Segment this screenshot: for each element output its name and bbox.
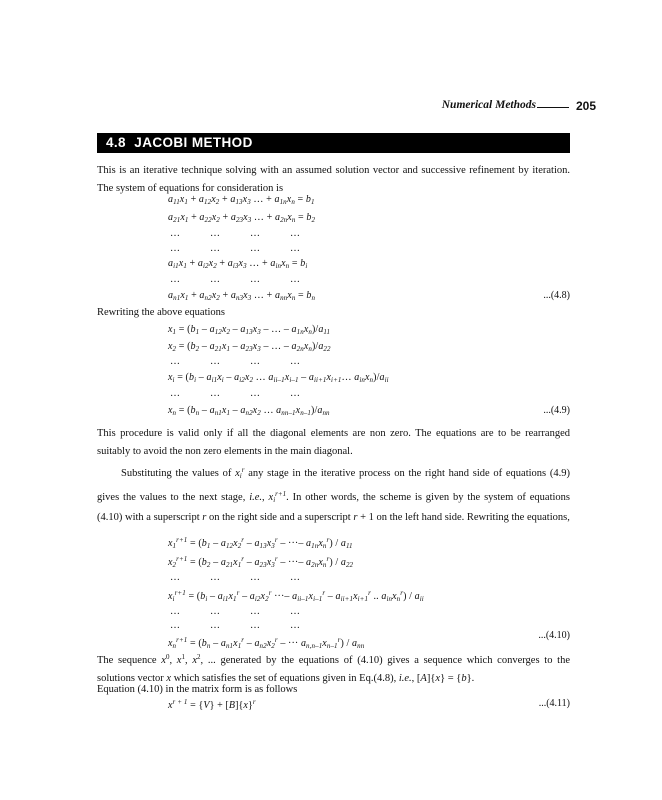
system-ellipsis-row: … … … … [170,228,300,239]
paragraph-rewriting: Rewriting the above equations [97,307,226,318]
iter-ellipsis-row: … … … … [170,572,300,583]
section-number: 4.8 [106,135,126,150]
page-number: 205 [576,99,597,113]
iter-eq-x1: $x_1^{r+1} = (b_1 - a_{12}x_2^r - a_{13}x_3^r$ – ···– $a_{1n}x_n^r) / a_{11}$ [168,536,353,550]
paragraph-substituting: Substituting the values of $x_i^r$ any stage in the iterative process on the right hand side of equations (4.9) gives the values to the next stage, i.e., $x_i^{r+1}$. In other words, the scheme is given by the system of equations (4.10) with a superscript r on the right side and a superscript r + 1 on the left hand side. Rewriting the equations, [97,466,570,523]
system-ellipsis-row: … … … … [170,243,300,254]
paragraph-matrix-form: Equation (4.10) in the matrix form is as follows [97,684,298,695]
equation-tag-4-9: ...(4.9) [543,405,570,416]
paragraph-intro: This is an iterative technique solving with an assumed solution vector and successive refinement by iteration. The system of equations for consideration is [97,165,570,194]
iter-eq-xn: $x_n^{r+1} = (b_n - a_{n1}x_1^r - a_{n2}x_2^r$ – ··· $a_{n,n-1}x_{n-1}^r) / a_{nn}$ [168,636,365,650]
equation-tag-4-10: ...(4.10) [538,630,570,641]
system-eq-row2: $a_{21}x_1 + a_{22}x_2 + a_{23}x_3$ … + $a_{2n}x_n = b_2$ [168,212,316,224]
iter-eq-x2: $x_2^{r+1} = (b_2 - a_{21}x_1^r - a_{23}x_3^r$ – ···– $a_{2n}x_n^r) / a_{22}$ [168,555,354,569]
system-eq-row-i: $a_{i1}x_1 + a_{i2}x_2 + a_{i3}x_3$ … + $a_{in}x_n = b_i$ [168,258,308,270]
matrix-equation: $x^{r + 1} = \{V\} + [B]\{x\}^r$ [168,698,256,711]
rewrite-eq-xi: $x_i = (b_i - a_{i1}x_i - a_{i2}x_2$ … $a_{ii-1}x_{i-1}$ – $a_{ii+1}x_{i+1}\dots$ $a_{in}x_n)/a_{ii}$ [168,372,389,384]
iter-ellipsis-row: … … … … [170,606,300,617]
section-title: JACOBI METHOD [134,135,253,150]
running-header-title: Numerical Methods [441,99,536,111]
rewrite-eq-x1: $x_1 = (b_1 - a_{12}x_2 - a_{13}x_3$ – … – $a_{1n}x_n)/a_{11}$ [168,324,331,336]
header-rule [537,107,569,108]
iter-ellipsis-row: … … … … [170,620,300,631]
rewrite-ellipsis-row: … … … … [170,388,300,399]
section-heading [106,135,253,150]
system-eq-row1: $a_{11}x_1 + a_{12}x_2 + a_{13}x_3$ … + $a_{1n}x_n = b_1$ [168,194,315,206]
equation-tag-4-8: ...(4.8) [543,290,570,301]
paragraph-validity: This procedure is valid only if all the diagonal elements are non zero. The equations are to be rearranged suitably to avoid the non zero elements in the main diagonal. [97,428,570,457]
system-eq-row-n: $a_{n1}x_1 + a_{n2}x_2 + a_{n3}x_3$ … + $a_{nn}x_n = b_n$ [168,290,316,302]
iter-eq-xi: $x_i^{r+1} = (b_i - a_{i1}x_1^r - a_{i2}x_2^r$ ···– $a_{ii-1}x_{i-1}^r - a_{ii+1}x_{i+1}^r$ .. $a_{in}x_n^r) / a_{ii}$ [168,589,424,603]
rewrite-ellipsis-row: … … … … [170,356,300,367]
paragraph-sequence: The sequence $x^0$, $x^1$, $x^2$, ... generated by the equations of (4.10) gives a sequence which converges to the solutions vector x which satisfies the set of equations given in Eq.(4.8), i.e., [A]{x} = {b}. [97,653,571,684]
rewrite-eq-xn: $x_n = (b_n - a_{n1}x_1 - a_{n2}x_2$ … $a_{nn-1}x_{n-1})/a_{nn}$ [168,405,330,417]
rewrite-eq-x2: $x_2 = (b_2 - a_{21}x_1 - a_{23}x_3$ – … – $a_{2n}x_n)/a_{22}$ [168,341,331,353]
equation-tag-4-11: ...(4.11) [538,698,570,709]
system-ellipsis-row: … … … … [170,274,300,285]
